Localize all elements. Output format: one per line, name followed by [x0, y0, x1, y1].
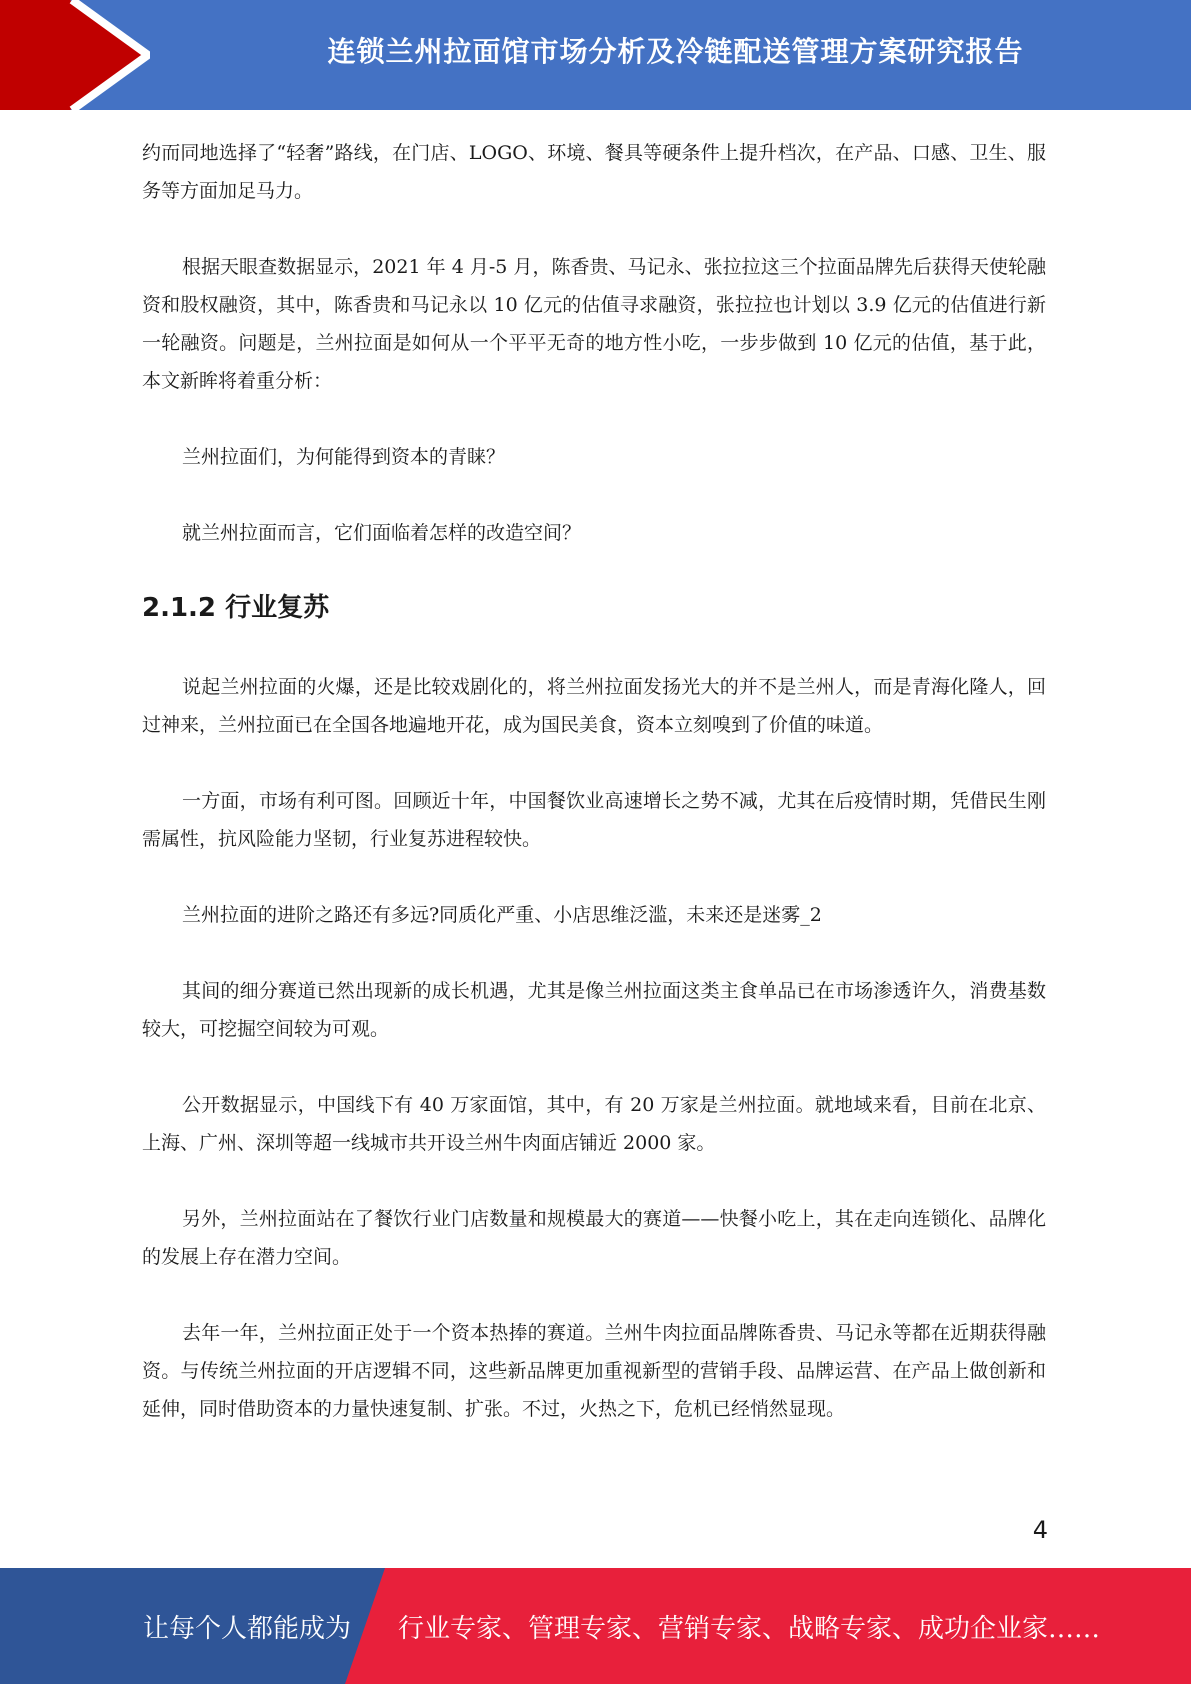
footer-slogan-left: 让每个人都能成为 [143, 1613, 352, 1644]
page-number: 4 [1032, 1516, 1048, 1544]
footer-slogan-right: 行业专家、管理专家、营销专家、战略专家、成功企业家…… [398, 1613, 1101, 1644]
paragraph: 约而同地选择了“轻奢”路线，在门店、LOGO、环境、餐具等硬条件上提升档次，在产品、口感、卫生、服务等方面加足马力。 [142, 142, 1046, 202]
report-title: 连锁兰州拉面馆市场分析及冷链配送管理方案研究报告 [327, 35, 1024, 68]
paragraph: 兰州拉面的进阶之路还有多远?同质化严重、小店思维泛滥，未来还是迷雾_2 [182, 904, 822, 926]
paragraph: 一方面，市场有利可图。回顾近十年，中国餐饮业高速增长之势不减，尤其在后疫情时期，凭借民生刚需属性，抗风险能力坚韧，行业复苏进程较快。 [142, 790, 1046, 850]
paragraph: 就兰州拉面而言，它们面临着怎样的改造空间？ [182, 522, 582, 544]
paragraph: 去年一年，兰州拉面正处于一个资本热捧的赛道。兰州牛肉拉面品牌陈香贵、马记永等都在近期获得融资。与传统兰州拉面的开店逻辑不同，这些新品牌更加重视新型的营销手段、品牌运营、在产品上做创新和延伸，同时借助资本的力量快速复制、扩张。不过，火热之下，危机已经悄然显现。 [142, 1322, 1046, 1420]
paragraph: 兰州拉面们，为何能得到资本的青睐？ [182, 446, 506, 468]
page-footer [0, 1568, 1191, 1684]
paragraph: 其间的细分赛道已然出现新的成长机遇，尤其是像兰州拉面这类主食单品已在市场渗透许久，消费基数较大，可挖掘空间较为可观。 [142, 980, 1046, 1040]
document-body [142, 134, 1046, 1428]
paragraph: 说起兰州拉面的火爆，还是比较戏剧化的，将兰州拉面发扬光大的并不是兰州人，而是青海化隆人，回过神来，兰州拉面已在全国各地遍地开花，成为国民美食，资本立刻嗅到了价值的味道。 [142, 676, 1046, 736]
section-heading: 2.1.2 行业复苏 [142, 593, 330, 623]
paragraph: 另外，兰州拉面站在了餐饮行业门店数量和规模最大的赛道——快餐小吃上，其在走向连锁化、品牌化的发展上存在潜力空间。 [142, 1208, 1046, 1268]
page-header [0, 0, 1191, 110]
red-chevron-icon [0, 0, 150, 110]
paragraph: 根据天眼查数据显示，2021 年 4 月-5 月，陈香贵、马记永、张拉拉这三个拉面品牌先后获得天使轮融资和股权融资，其中，陈香贵和马记永以 10 亿元的估值寻求融资，张拉拉也计划以 3.9 亿元的估值进行新一轮融资。问题是，兰州拉面是如何从一个平平无奇的地方性小吃，一步步做到 10 亿元的估值，基于此，本文新眸将着重分析： [142, 256, 1046, 392]
paragraph: 公开数据显示，中国线下有 40 万家面馆，其中，有 20 万家是兰州拉面。就地域来看，目前在北京、上海、广州、深圳等超一线城市共开设兰州牛肉面店铺近 2000 家。 [142, 1094, 1046, 1154]
